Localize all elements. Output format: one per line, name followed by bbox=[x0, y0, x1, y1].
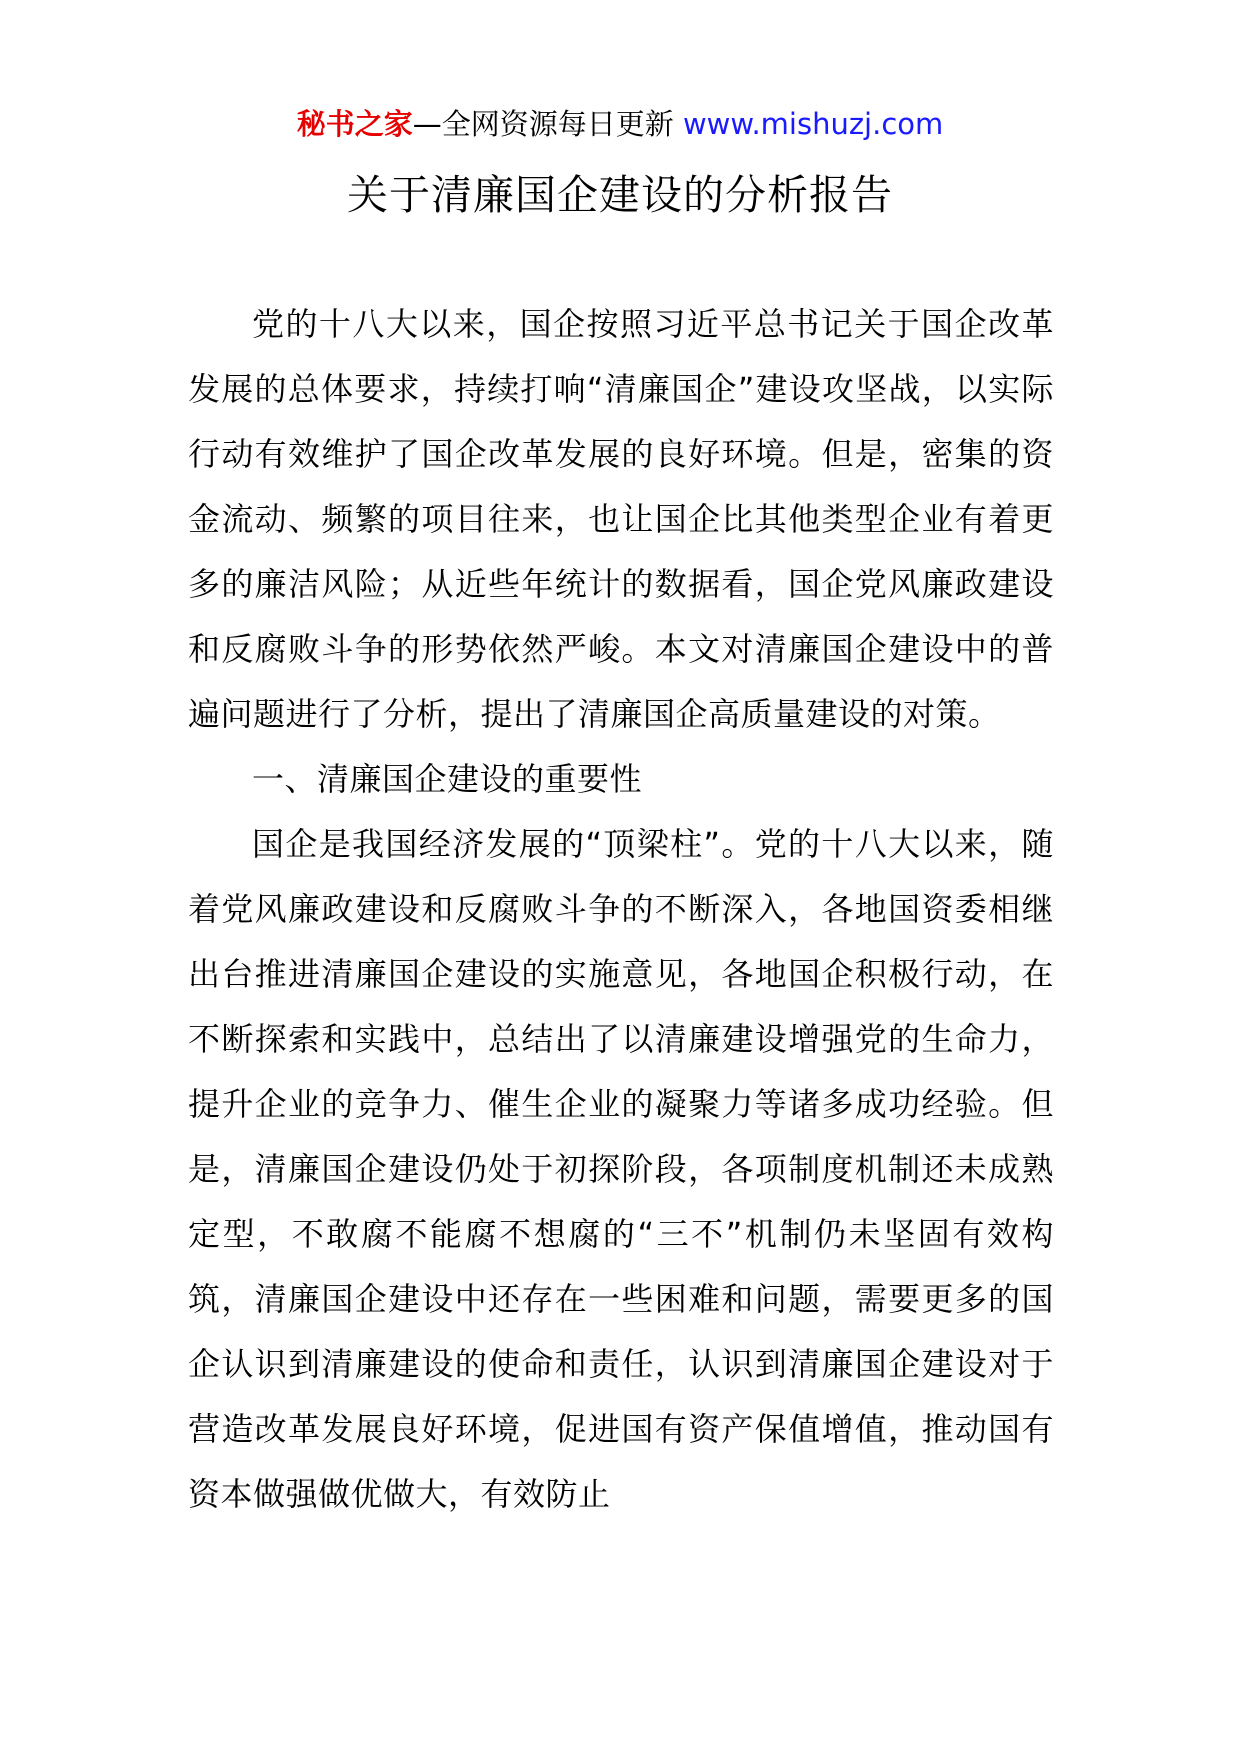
body-paragraph-intro: 党的十八大以来，国企按照习近平总书记关于国企改革发展的总体要求，持续打响“清廉国企”建设攻坚战，以实际行动有效维护了国企改革发展的良好环境。但是，密集的资金流动、频繁的项目往来，也让国企比其他类型企业有着更多的廉洁风险；从近些年统计的数据看，国企党风廉政建设和反腐败斗争的形势依然严峻。本文对清廉国企建设中的普遍问题进行了分析，提出了清廉国企高质量建设的对策。 bbox=[188, 305, 1054, 733]
document-body bbox=[188, 292, 1054, 1527]
section-heading: 一、清廉国企建设的重要性 bbox=[252, 760, 643, 798]
document-title: 关于清廉国企建设的分析报告 bbox=[347, 171, 893, 219]
brand-name: 秘书之家 bbox=[296, 107, 413, 141]
brand-url-link[interactable]: www.mishuzj.com bbox=[682, 107, 944, 141]
body-paragraph-section-1: 国企是我国经济发展的“顶梁柱”。党的十八大以来，随着党风廉政建设和反腐败斗争的不断深入，各地国资委相继出台推进清廉国企建设的实施意见，各地国企积极行动，在不断探索和实践中，总结出了以清廉建设增强党的生命力，提升企业的竞争力、催生企业的凝聚力等诸多成功经验。但是，清廉国企建设仍处于初探阶段，各项制度机制还未成熟定型，不敢腐不能腐不想腐的“三不”机制仍未坚固有效构筑，清廉国企建设中还存在一些困难和问题，需要更多的国企认识到清廉建设的使命和责任，认识到清廉国企建设对于营造改革发展良好环境，促进国有资产保值增值，推动国有资本做强做优做大，有效防止 bbox=[188, 825, 1054, 1513]
watermark-banner bbox=[0, 100, 1240, 148]
brand-slogan: —全网资源每日更新 bbox=[412, 107, 683, 141]
